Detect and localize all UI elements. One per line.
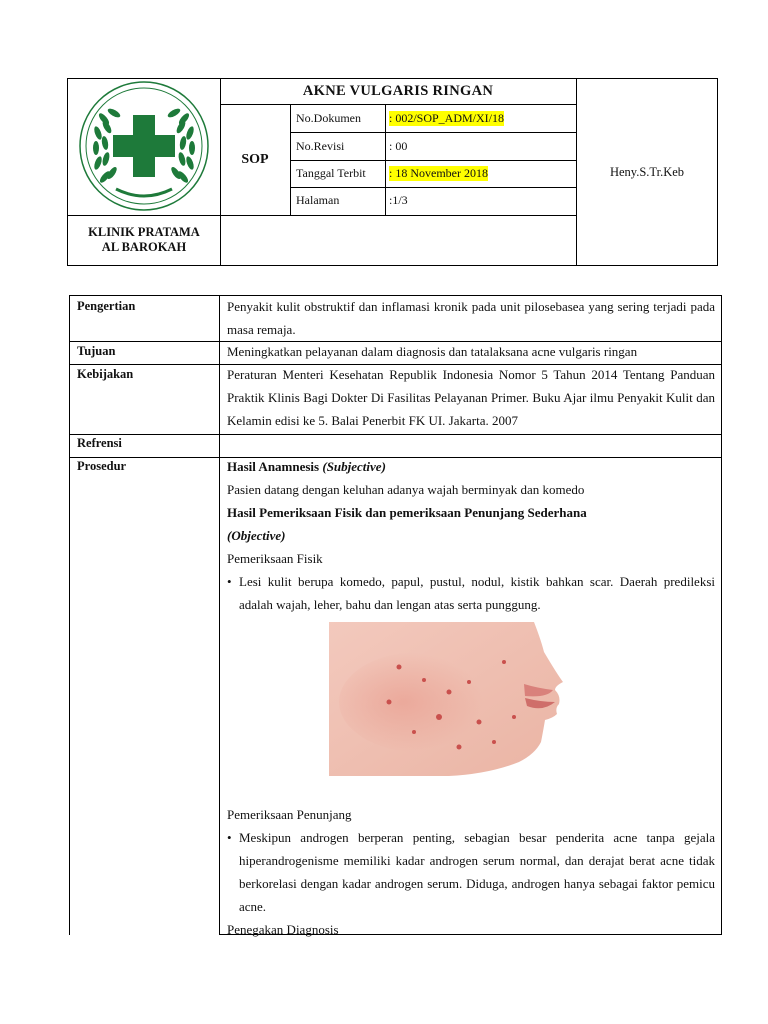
refrensi-label: Refrensi [77,436,122,450]
doc-number-value: : 002/SOP_ADM/XI/18 [389,111,505,125]
exam-heading-objective: (Objective) [227,528,286,543]
fisik-list [227,570,715,616]
penunjang-bullet: • Meskipun androgen berperan penting, sebagian besar penderita acne tanpa gejala hiperandrogenisme memiliki kadar androgen serum normal, dan derajat berat acne tidak berkorelasi dengan kadar androgen serum. Diduga, androgen hanya sebagai faktor pemicu acne. [227,826,715,918]
signatory-name: Heny.S.Tr.Keb [609,165,685,179]
kebijakan-text: Peraturan Menteri Kesehatan Republik Indonesia Nomor 5 Tahun 2014 Tentang Panduan Praktik Klinis Bagi Dokter Di Fasilitas Pelayanan Primer. Buku Ajar ilmu Penyakit Kulit dan Kelamin edisi ke 5. Balai Penerbit FK UI. Jakarta. 2007 [227,367,715,428]
anamnesis-heading: Hasil Anamnesis (Subjective) [227,459,386,474]
exam-heading: Hasil Pemeriksaan Fisik dan pemeriksaan Penunjang Sederhana [227,505,587,520]
document-header-table [67,78,718,266]
pengertian-label: Pengertian [77,299,136,313]
doc-number-label: No.Dokumen [296,111,361,125]
tujuan-text: Meningkatkan pelayanan dalam diagnosis dan tatalaksana acne vulgaris ringan [227,344,638,359]
fisik-subheading: Pemeriksaan Fisik [227,551,323,566]
procedure-table [69,295,721,935]
issue-date-label: Tanggal Terbit [296,166,366,180]
page-value: :1/3 [389,193,408,207]
document-title: AKNE VULGARIS RINGAN [302,83,494,99]
anamnesis-text: Pasien datang dengan keluhan adanya wajah berminyak dan komedo [227,482,585,497]
revision-value: : 00 [389,139,408,153]
prosedur-content [227,455,715,941]
acne-face-photo [329,622,569,776]
pengertian-text: Penyakit kulit obstruktif dan inflamasi kronik pada unit pilosebasea yang sering terjadi pada masa remaja. [227,299,715,337]
clinic-name: KLINIK PRATAMA AL BAROKAH [88,225,200,254]
penunjang-subheading: Pemeriksaan Penunjang [227,807,352,822]
sop-label: SOP [241,152,269,167]
kebijakan-label: Kebijakan [77,367,134,381]
diagnosis-subheading: Penegakan Diagnosis [227,922,339,937]
prosedur-label: Prosedur [77,459,127,473]
clinic-logo [76,81,212,211]
issue-date-value: : 18 November 2018 [389,166,488,180]
revision-label: No.Revisi [296,139,345,153]
tujuan-label: Tujuan [77,344,116,358]
penunjang-list [227,826,715,918]
page-label: Halaman [296,193,340,207]
fisik-bullet: • Lesi kulit berupa komedo, papul, pustul, nodul, kistik bahkan scar. Daerah predileksi adalah wajah, leher, bahu dan lengan atas serta punggung. [227,570,715,616]
